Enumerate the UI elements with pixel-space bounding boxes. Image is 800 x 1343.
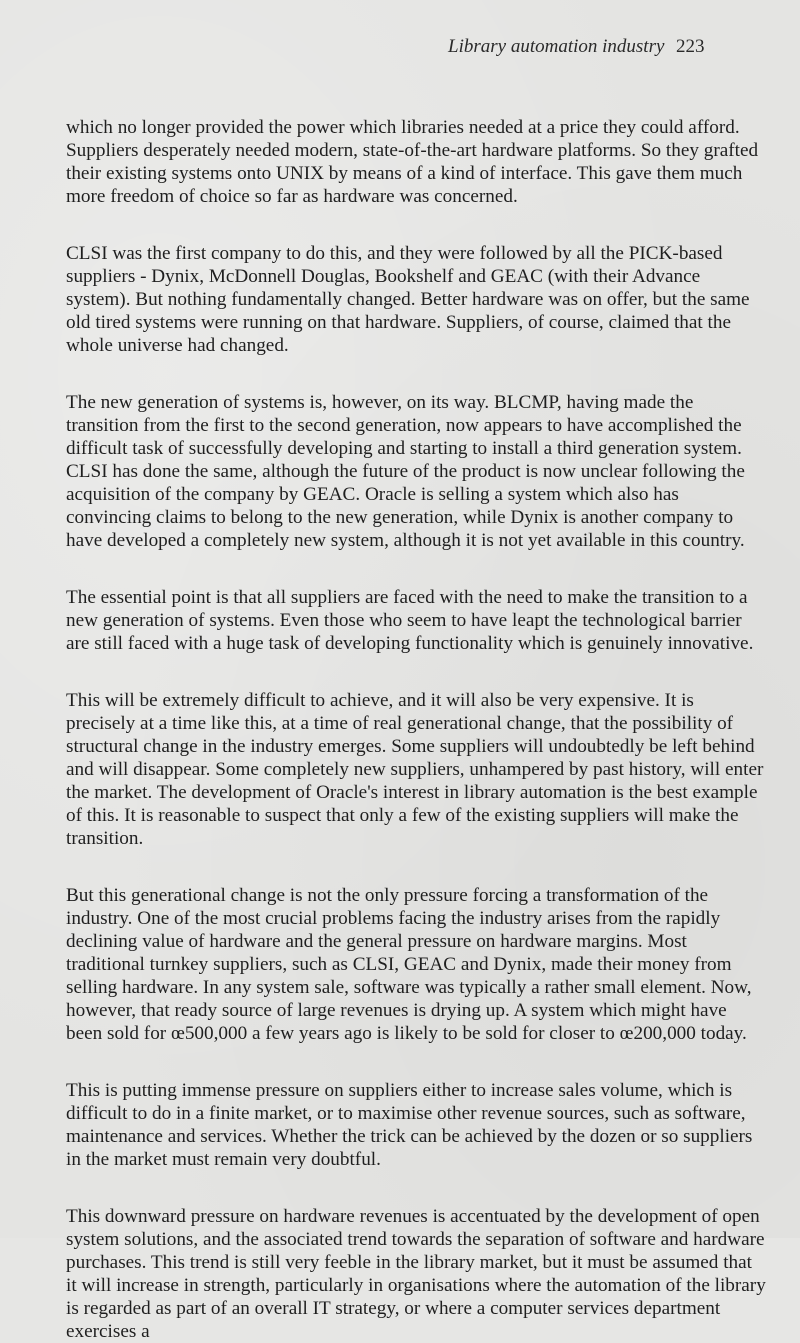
running-title: Library automation industry: [448, 36, 665, 57]
paragraph-4: The essential point is that all suppliers are faced with the need to make the transition to a new generation of systems. Even those who seem to have leapt the technological barrier are still faced with a huge task of developing functionality which is genuinely innovative.: [66, 587, 754, 654]
paragraph-7: This is putting immense pressure on suppliers either to increase sales volume, which is difficult to do in a finite market, or to maximise other revenue sources, such as software, maintenance and services. Whether the trick can be achieved by the dozen or so suppliers in the market must remain very doubtful.: [66, 1080, 753, 1170]
paragraph-3: The new generation of systems is, however, on its way. BLCMP, having made the transition from the first to the second generation, now appears to have accomplished the difficult task of successfully developing and starting to install a third generation system. CLSI has done the same, although the future of the product is now unclear following the acquisition of the company by GEAC. Oracle is selling a system which also has convincing claims to belong to the new generation, while Dynix is another company to have developed a completely new system, although it is not yet available in this country.: [66, 392, 745, 551]
paragraph-2: CLSI was the first company to do this, and they were followed by all the PICK-based suppliers - Dynix, McDonnell Douglas, Bookshelf and GEAC (with their Advance system). But nothing fundamentally changed. Better hardware was on offer, but the same old tired systems were running on that hardware. Suppliers, of course, claimed that the whole universe had changed.: [66, 243, 750, 356]
paragraph-5: This will be extremely difficult to achieve, and it will also be very expensive. It is precisely at a time like this, at a time of real generational change, that the possibility of structural change in the industry emerges. Some suppliers will undoubtedly be left behind and will disappear. Some completely new suppliers, unhampered by past history, will enter the market. The development of Oracle's interest in library automation is the best example of this. It is reasonable to suspect that only a few of the existing suppliers will make the transition.: [66, 690, 764, 849]
paragraph-6: But this generational change is not the only pressure forcing a transformation of the industry. One of the most crucial problems facing the industry arises from the rapidly declining value of hardware and the general pressure on hardware margins. Most traditional turnkey suppliers, such as CLSI, GEAC and Dynix, made their money from selling hardware. In any system sale, software was typically a rather small element. Now, however, that ready source of large revenues is drying up. A system which might have been sold for œ500,000 a few years ago is likely to be sold for closer to œ200,000 today.: [66, 885, 752, 1044]
page-number: 223: [676, 36, 705, 57]
paragraph-8: This downward pressure on hardware revenues is accentuated by the development of open system solutions, and the associated trend towards the separation of software and hardware purchases. This trend is still very feeble in the library market, but it must be assumed that it will increase in strength, particularly in organisations where the automation of the library is regarded as part of an overall IT strategy, or where a computer services department exercises a: [66, 1206, 766, 1342]
body-text: [66, 116, 766, 1343]
running-header: [448, 36, 778, 66]
paragraph-1: which no longer provided the power which libraries needed at a price they could afford. Suppliers desperately needed modern, state-of-the-art hardware platforms. So they grafted their existing systems onto UNIX by means of a kind of interface. This gave them much more freedom of choice so far as hardware was concerned.: [66, 117, 759, 207]
